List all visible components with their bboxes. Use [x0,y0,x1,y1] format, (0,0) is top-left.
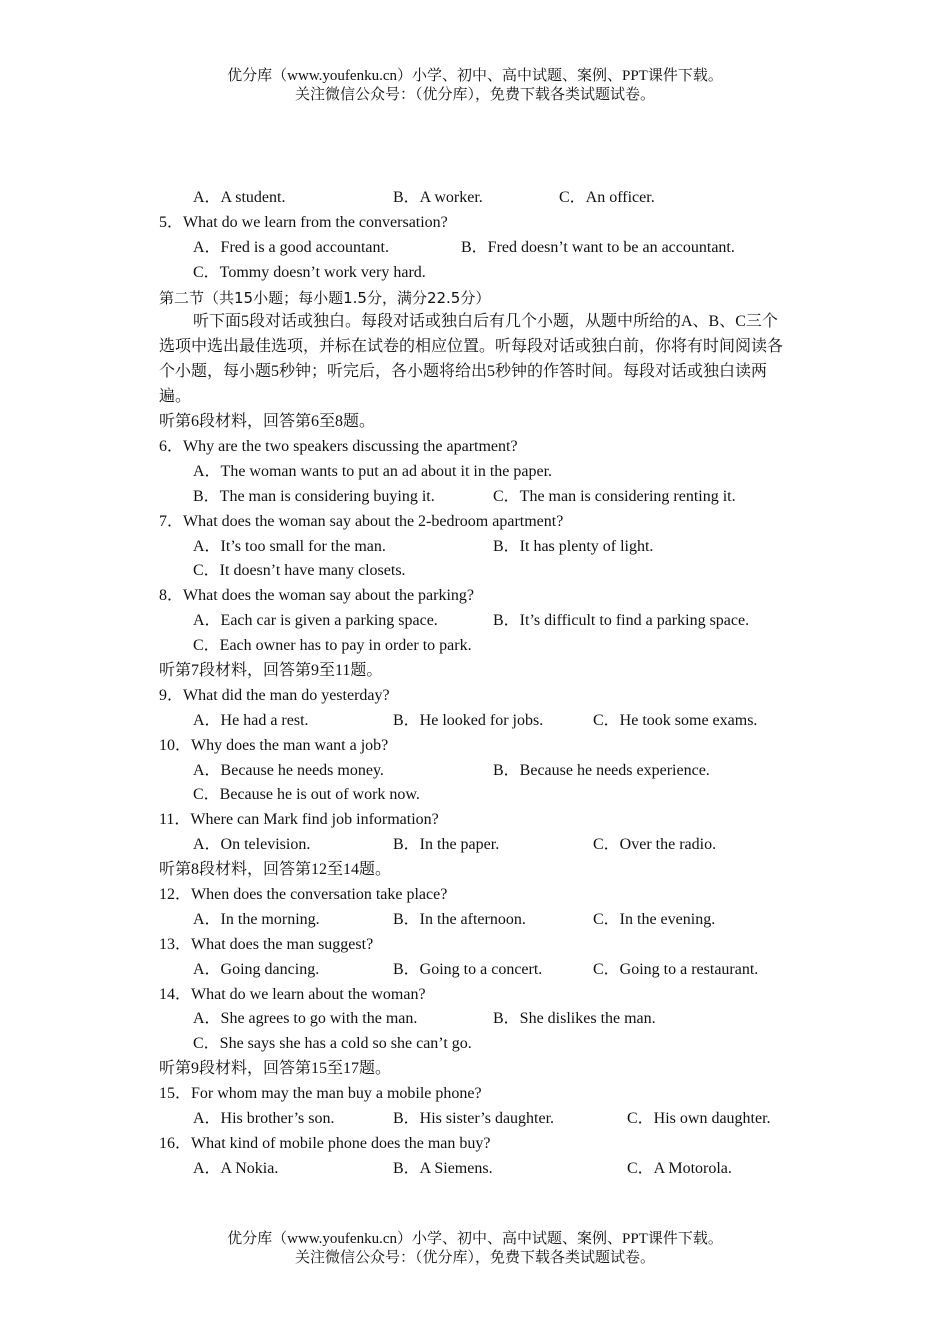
q6-option-a: A．The woman wants to put an ad about it in the paper. [193,462,553,480]
q10-question: 10．Why does the man want a job? [159,736,389,754]
q14-option-b: B．She dislikes the man. [493,1010,656,1028]
q9-question: 9．What did the man do yesterday? [159,686,390,704]
q13-option-b: B．Going to a concert. [393,960,543,978]
q15-options [159,1107,799,1132]
segment-9-heading: 听第9段材料，回答第15至17题。 [159,1060,392,1078]
q5-options-row2 [159,261,799,286]
q14-option-a: A．She agrees to go with the man. [193,1010,418,1028]
q6-question: 6．Why are the two speakers discussing the apartment? [159,437,518,455]
q14-options [159,1007,799,1032]
q5-question: 5．What do we learn from the conversation? [159,213,448,231]
q8-options-row2 [159,634,799,659]
q11-option-c: C．Over the radio. [593,836,717,854]
q8-option-a: A．Each car is given a parking space. [193,612,438,630]
q14-question: 14．What do we learn about the woman? [159,985,426,1003]
q16-option-c: C．A Motorola. [627,1159,732,1177]
q12-option-b: B．In the afternoon. [393,910,526,928]
q9-option-b: B．He looked for jobs. [393,711,544,729]
q7-option-a: A．It’s too small for the man. [193,537,386,555]
footer-line-2: 关注微信公众号：（优分库），免费下载各类试题试卷。 [294,1250,655,1266]
q9-option-a: A．He had a rest. [193,711,309,729]
q6-options-row2 [159,485,799,510]
q9-option-c: C．He took some exams. [593,711,758,729]
q12-options [159,908,799,933]
q7-option-b: B．It has plenty of light. [493,537,654,555]
q8-option-b: B．It’s difficult to find a parking space. [493,612,750,630]
q4-option-b: B．A worker. [393,189,483,206]
q12-option-a: A．In the morning. [193,910,320,928]
q5-options [159,236,799,261]
page-footer [0,1230,950,1268]
q10-options-row2 [159,783,799,808]
q16-option-b: B．A Siemens. [393,1159,493,1177]
q14-option-c: C．She says she has a cold so she can’t go. [193,1035,472,1053]
q15-option-b: B．His sister’s daughter. [393,1110,555,1128]
q8-question: 8．What does the woman say about the parking? [159,587,475,605]
q15-question: 15．For whom may the man buy a mobile phone? [159,1085,482,1103]
q15-option-c: C．His own daughter. [627,1110,771,1128]
q7-option-c: C．It doesn’t have many closets. [193,562,406,580]
q12-option-c: C．In the evening. [593,910,716,928]
q5-option-b: B．Fred doesn’t want to be an accountant. [461,238,735,256]
header-line-2: 关注微信公众号：（优分库），免费下载各类试题试卷。 [294,87,655,103]
q10-option-a: A．Because he needs money. [193,761,384,779]
q6-option-b: B．The man is considering buying it. [193,487,435,505]
q4-options [159,186,799,211]
q8-option-c: C．Each owner has to pay in order to park. [193,637,472,655]
q16-options [159,1157,799,1182]
page-header [0,67,950,105]
q14-options-row2 [159,1032,799,1057]
q13-option-a: A．Going dancing. [193,960,320,978]
q12-question: 12．When does the conversation take place? [159,886,448,903]
q11-option-a: A．On television. [193,836,311,854]
q7-options [159,535,799,560]
q13-options [159,958,799,983]
q11-options [159,833,799,858]
segment-8-heading: 听第8段材料，回答第12至14题。 [159,861,392,879]
q11-question: 11．Where can Mark find job information? [159,811,439,829]
q4-option-c: C．An officer. [559,189,655,206]
q10-option-b: B．Because he needs experience. [493,761,710,779]
q16-question: 16．What kind of mobile phone does the man buy? [159,1134,491,1152]
q7-options-row2 [159,559,799,584]
header-line-1: 优分库（www.youfenku.cn）小学、初中、高中试题、案例、PPT课件下载。 [227,68,723,84]
q16-option-a: A．A Nokia. [193,1159,279,1177]
q7-question: 7．What does the woman say about the 2-bedroom apartment? [159,512,564,530]
q8-options [159,609,799,634]
q11-option-b: B．In the paper. [393,836,500,854]
q5-option-c: C．Tommy doesn’t work very hard. [193,263,426,281]
q6-options [159,460,799,485]
section-title: 第二节（共15小题；每小题1.5分，满分22.5分） [159,288,491,307]
q10-option-c: C．Because he is out of work now. [193,786,420,804]
exam-content [159,186,799,1182]
q13-option-c: C．Going to a restaurant. [593,960,759,978]
segment-6-heading: 听第6段材料，回答第6至8题。 [159,413,376,431]
footer-line-1: 优分库（www.youfenku.cn）小学、初中、高中试题、案例、PPT课件下载。 [227,1231,723,1247]
section-instructions: 听下面5段对话或独白。每段对话或独白后有几个小题，从题中所给的A、B、C三个选项中选出最佳选项，并标在试卷的相应位置。听每段对话或独白前，你将有时间阅读各个小题，每小题5秒钟；听完后，各小题将给出5秒钟的作答时间。每段对话或独白读两遍。 [159,313,784,406]
q9-options [159,709,799,734]
q13-question: 13．What does the man suggest? [159,935,374,953]
segment-7-heading: 听第7段材料，回答第9至11题。 [159,661,383,679]
q10-options [159,759,799,784]
q6-option-c: C．The man is considering renting it. [493,487,736,505]
q4-option-a: A．A student. [193,189,286,206]
q5-option-a: A．Fred is a good accountant. [193,238,389,256]
q15-option-a: A．His brother’s son. [193,1110,335,1128]
